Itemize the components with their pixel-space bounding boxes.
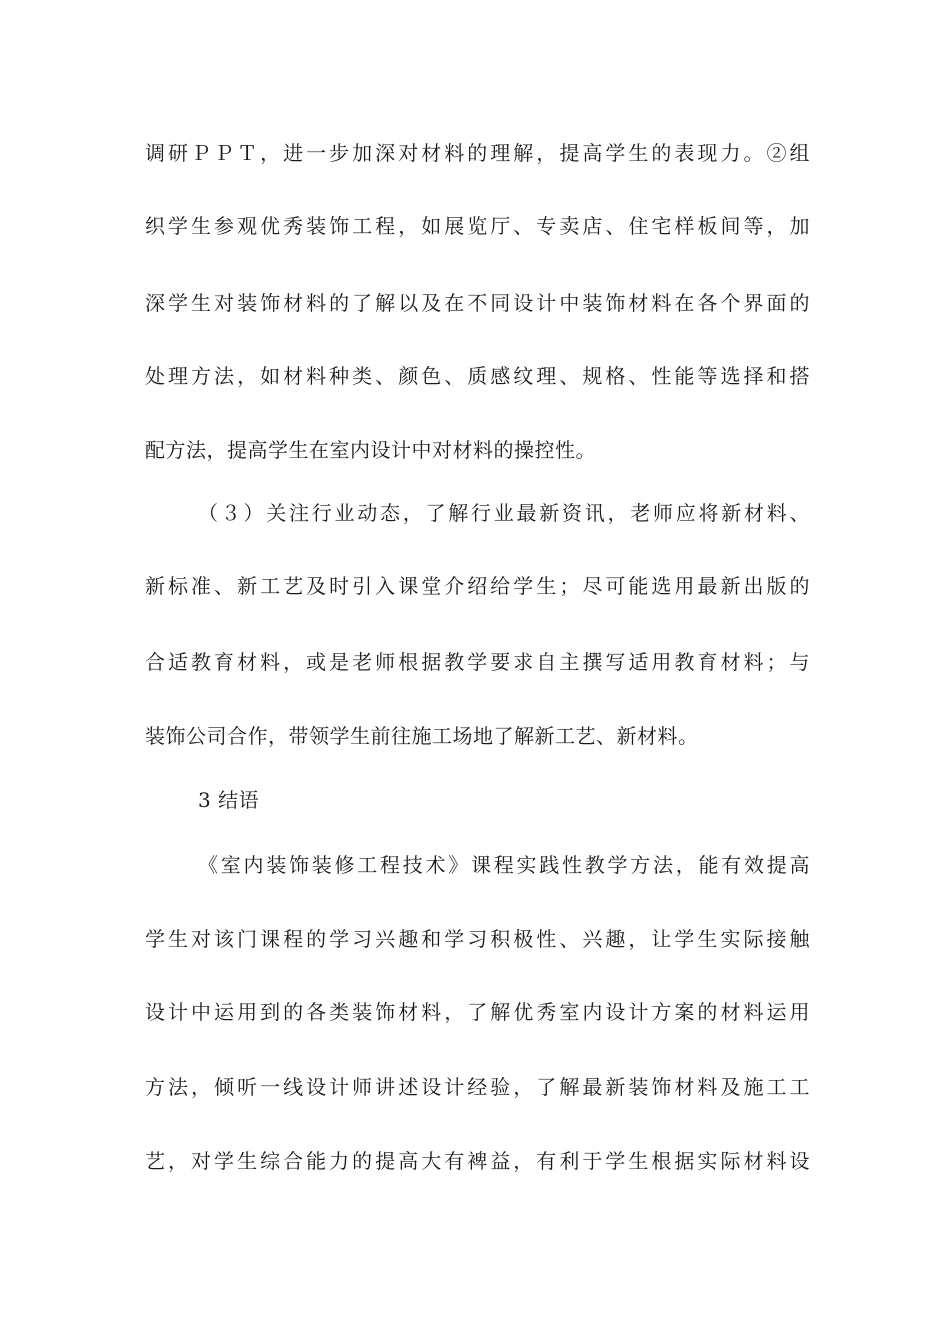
text-line: （３）关注行业动态，了解行业最新资讯，老师应将新材料、	[198, 501, 810, 525]
text-line: 《室内装饰装修工程技术》课程实践性教学方法，能有效提高	[198, 853, 810, 877]
text-line: 配方法，提高学生在室内设计中对材料的操控性。	[145, 438, 596, 462]
text-line: 合适教育材料，或是老师根据教学要求自主撰写适用教育材料；与	[145, 650, 810, 674]
text-line: 深学生对装饰材料的了解以及在不同设计中装饰材料在各个界面的	[145, 291, 810, 315]
text-line: 装饰公司合作，带领学生前往施工场地了解新工艺、新材料。	[145, 724, 699, 748]
text-line: 艺，对学生综合能力的提高大有裨益，有利于学生根据实际材料设	[145, 1149, 810, 1173]
text-line: 新标准、新工艺及时引入课堂介绍给学生；尽可能选用最新出版的	[145, 574, 810, 598]
text-line: 处理方法，如材料种类、颜色、质感纹理、规格、性能等选择和搭	[145, 364, 810, 388]
text-line: 织学生参观优秀装饰工程，如展览厅、专卖店、住宅样板间等，加	[145, 214, 810, 238]
text-line: 方法，倾听一线设计师讲述设计经验，了解最新装饰材料及施工工	[145, 1075, 810, 1099]
text-line: 学生对该门课程的学习兴趣和学习积极性、兴趣，让学生实际接触	[145, 927, 810, 951]
section-heading: 3 结语	[198, 788, 260, 812]
text-line: 调研ＰＰＴ，进一步加深对材料的理解，提高学生的表现力。②组	[145, 141, 810, 165]
text-line: 设计中运用到的各类装饰材料，了解优秀室内设计方案的材料运用	[145, 1000, 810, 1024]
